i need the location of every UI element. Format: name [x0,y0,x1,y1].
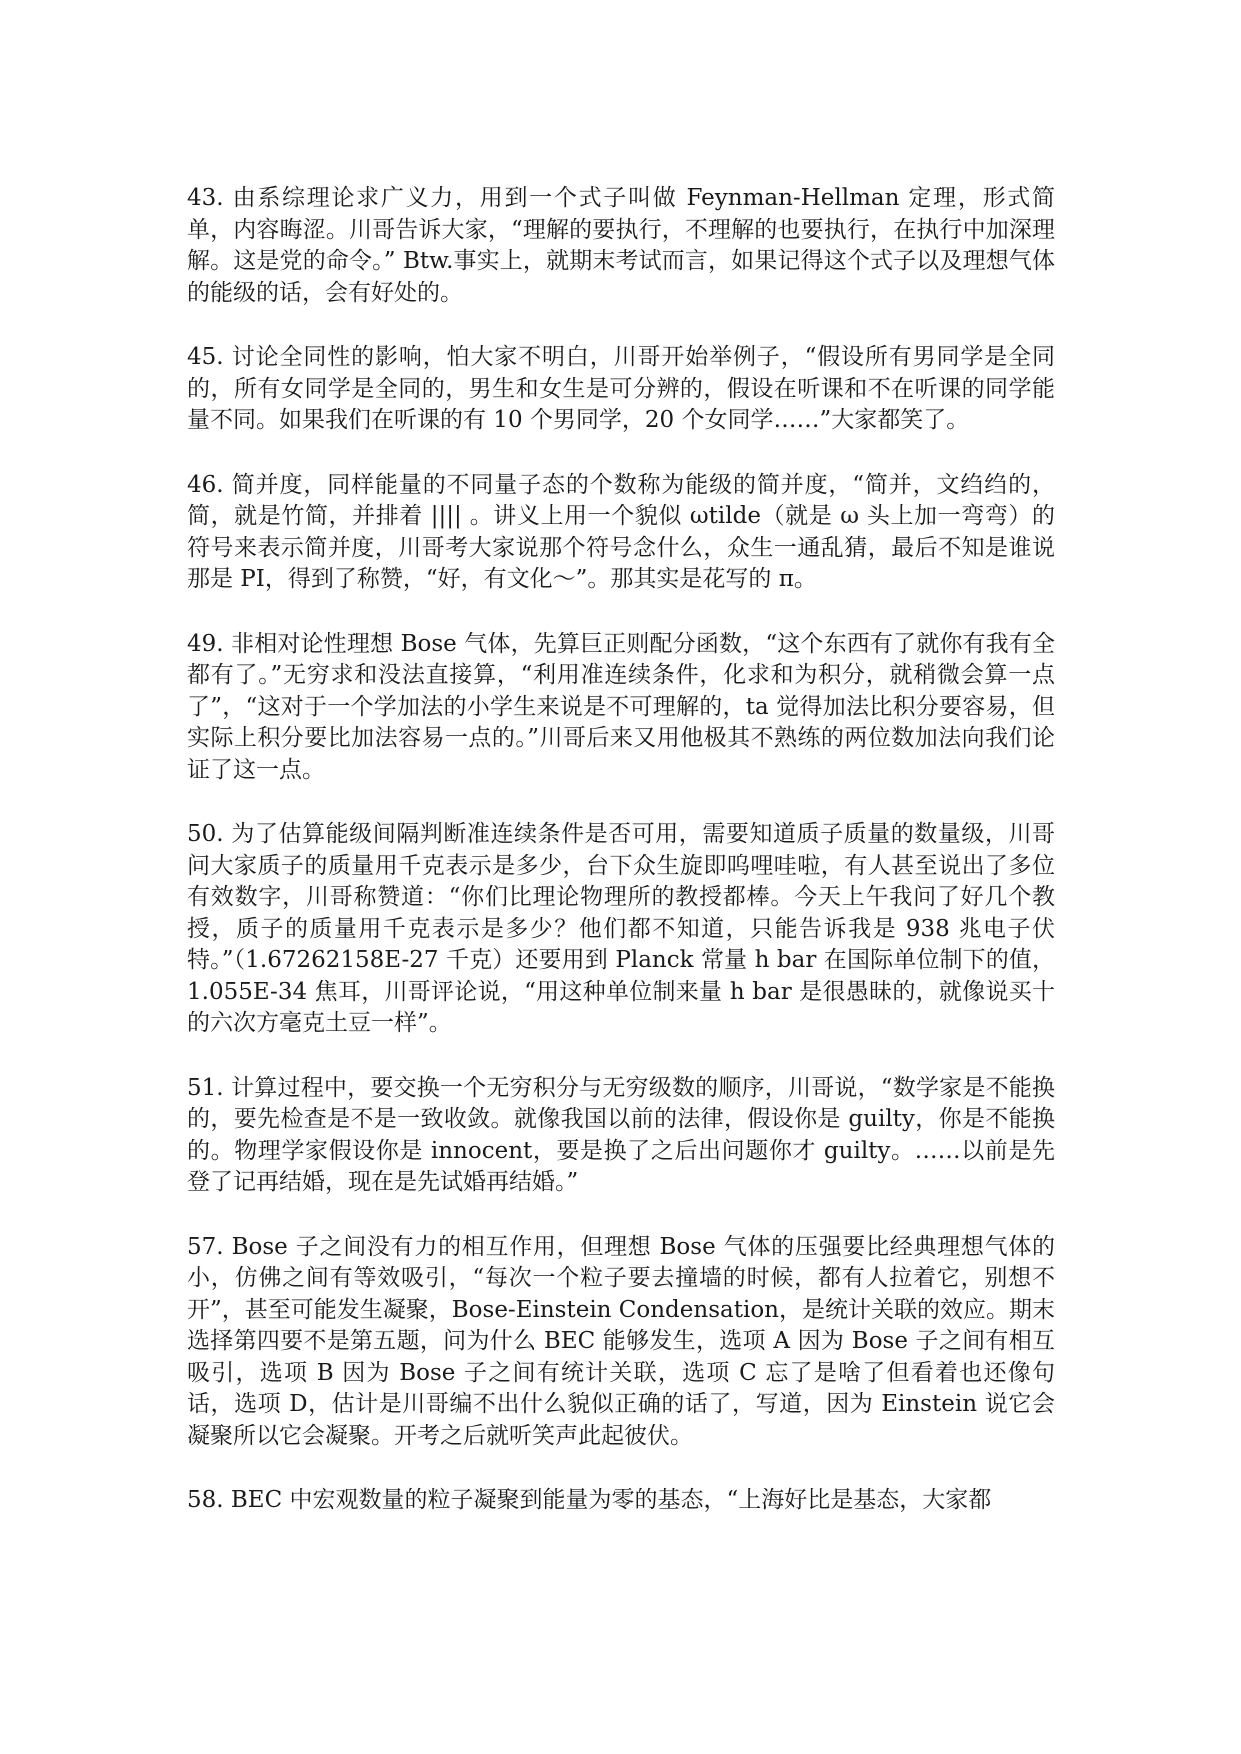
paragraph-46: 46. 简并度，同样能量的不同量子态的个数称为能级的简并度，“简并，文绉绉的，简，就是竹简，并排着 |||| 。讲义上用一个貌似 ωtilde（就是 ω 头上加一弯弯）的符号来表示简并度，川哥考大家说那个符号念什么，众生一通乱猜，最后不知是谁说那是 PI，得到了称赞，“好，有文化～”。那其实是花写的 π。 [187,471,1055,592]
paragraph-45: 45. 讨论全同性的影响，怕大家不明白，川哥开始举例子，“假设所有男同学是全同的，所有女同学是全同的，男生和女生是可分辨的，假设在听课和不在听课的同学能量不同。如果我们在听课的有 10 个男同学，20 个女同学……”大家都笑了。 [187,344,1055,433]
paragraph-49: 49. 非相对论性理想 Bose 气体，先算巨正则配分函数，“这个东西有了就你有我有全都有了。”无穷求和没法直接算，“利用准连续条件，化求和为积分，就稍微会算一点了”，“这对于一个学加法的小学生来说是不可理解的，ta 觉得加法比积分要容易，但实际上积分要比加法容易一点的。”川哥后来又用他极其不熟练的两位数加法向我们论证了这一点。 [187,630,1055,783]
document-body [187,183,1055,1550]
paragraph-50: 50. 为了估算能级间隔判断准连续条件是否可用，需要知道质子质量的数量级，川哥问大家质子的质量用千克表示是多少，台下众生旋即呜哩哇啦，有人甚至说出了多位有效数字，川哥称赞道：“你们比理论物理所的教授都棒。今天上午我问了好几个教授，质子的质量用千克表示是多少？他们都不知道，只能告诉我是 938 兆电子伏特。”（1.67262158E-27 千克）还要用到 Planck 常量 h bar 在国际单位制下的值，1.055E-34 焦耳，川哥评论说，“用这种单位制来量 h bar 是很愚昧的，就像说买十的六次方毫克土豆一样”。 [187,821,1055,1036]
paragraph-43: 43. 由系综理论求广义力，用到一个式子叫做 Feynman-Hellman 定理，形式简单，内容晦涩。川哥告诉大家，“理解的要执行，不理解的也要执行，在执行中加深理解。这是党的命令。” Btw.事实上，就期末考试而言，如果记得这个式子以及理想气体的能级的话，会有好处的。 [187,185,1055,306]
paragraph-51: 51. 计算过程中，要交换一个无穷积分与无穷级数的顺序，川哥说，“数学家是不能换的，要先检查是不是一致收敛。就像我国以前的法律，假设你是 guilty，你是不能换的。物理学家假设你是 innocent，要是换了之后出问题你才 guilty。……以前是先登了记再结婚，现在是先试婚再结婚。” [187,1074,1055,1195]
paragraph-58: 58. BEC 中宏观数量的粒子凝聚到能量为零的基态，“上海好比是基态，大家都 [187,1487,992,1513]
paragraph-57: 57. Bose 子之间没有力的相互作用，但理想 Bose 气体的压强要比经典理想气体的小，仿佛之间有等效吸引，“每次一个粒子要去撞墙的时候，都有人拉着它，别想不开”，甚至可能发生凝聚，Bose-Einstein Condensation，是统计关联的效应。期末选择第四要不是第五题，问为什么 BEC 能够发生，选项 A 因为 Bose 子之间有相互吸引，选项 B 因为 Bose 子之间有统计关联，选项 C 忘了是啥了但看着也还像句话，选项 D，估计是川哥编不出什么貌似正确的话了，写道，因为 Einstein 说它会凝聚所以它会凝聚。开考之后就听笑声此起彼伏。 [187,1233,1055,1449]
